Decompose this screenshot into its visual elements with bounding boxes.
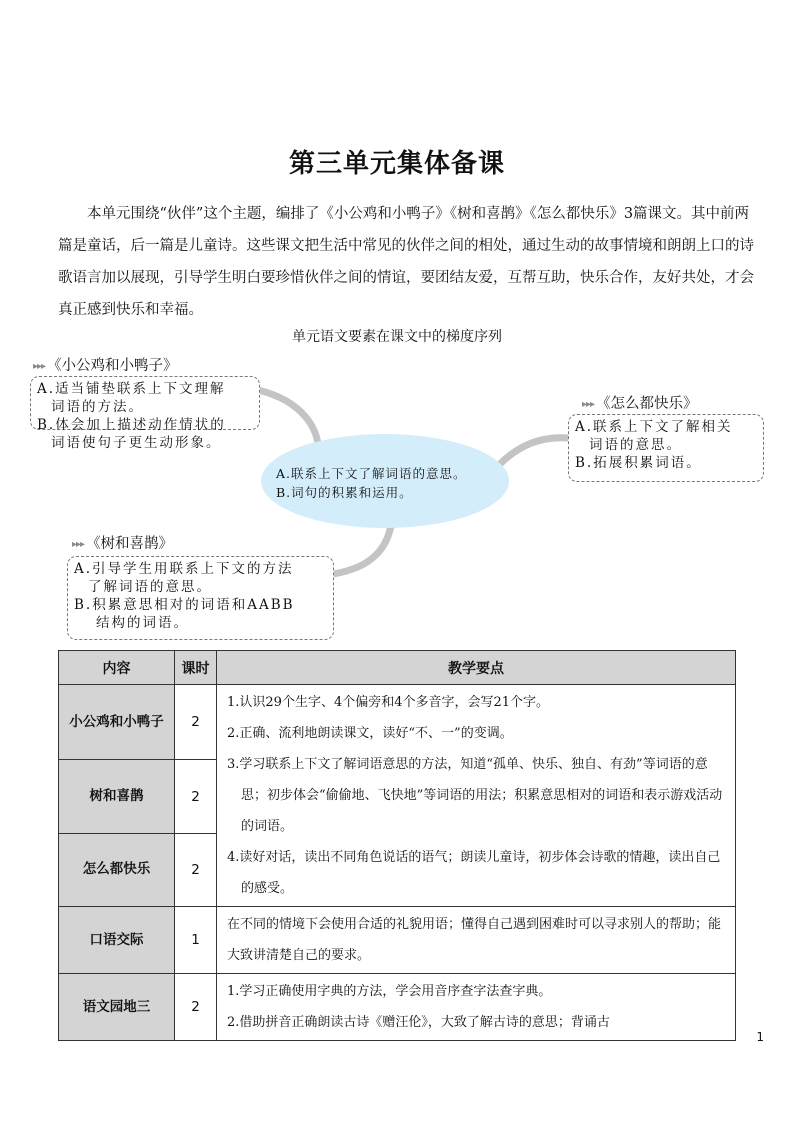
page-number: 1 [756, 1030, 764, 1044]
header-content: 内容 [59, 651, 175, 685]
branch-line: A.适当铺垫联系上下文理解 [37, 381, 226, 397]
lesson-name: 树和喜鹊 [59, 760, 175, 833]
lesson-name: 怎么都快乐 [59, 833, 175, 906]
teaching-point: 4.读好对话，读出不同角色说话的语气；朗读儿童诗，初步体会诗歌的情趣，读出自己的感受。 [227, 850, 721, 896]
triple-arrow-icon: ▸▸▸ [33, 361, 46, 372]
table-header-row [59, 651, 736, 685]
center-line: B.词句的积累和运用。 [276, 485, 413, 500]
branch-line: B.积累意思相对的词语和AABB [74, 597, 295, 613]
branch-line: 词语的意思。 [589, 437, 682, 453]
branch-line: A.联系上下文了解相关 [575, 419, 733, 435]
branch-line: B.拓展积累词语。 [575, 455, 702, 471]
teaching-points-cell [217, 974, 736, 1041]
branch-box-shuhexique [67, 556, 334, 640]
teaching-points-cell [217, 907, 736, 974]
page-title: 第三单元集体备课 [288, 149, 505, 179]
branch-line: 词语的方法。 [51, 399, 144, 415]
lesson-name: 小公鸡和小鸭子 [59, 685, 175, 760]
mindmap-center [276, 464, 467, 502]
triple-arrow-icon: ▸▸▸ [582, 399, 595, 410]
header-points: 教学要点 [217, 651, 736, 685]
center-line: A.联系上下文了解词语的意思。 [276, 466, 467, 481]
connector-left-bottom [333, 520, 392, 574]
header-hours: 课时 [175, 651, 217, 685]
branch-line: 词语使句子更生动形象。 [51, 435, 222, 451]
lesson-name: 口语交际 [59, 907, 175, 974]
table-row [59, 685, 736, 760]
lesson-hours: 2 [175, 974, 217, 1041]
lesson-name: 语文园地三 [59, 974, 175, 1041]
mindmap-title: 单元语文要素在课文中的梯度序列 [292, 329, 502, 345]
branch-line: A.引导学生用联系上下文的方法 [74, 561, 294, 577]
teaching-point: 1.学习正确使用字典的方法，学会用音序查字法查字典。 [227, 984, 552, 999]
intro-paragraph: 本单元围绕“伙伴”这个主题，编排了《小公鸡和小鸭子》《树和喜鹊》《怎么都快乐》3篇课文。其中前两篇是童话，后一篇是儿童诗。这些课文把生活中常见的伙伴之间的相处，通过生动的故事情境和朗朗上口的诗歌语言加以展现，引导学生明白要珍惜伙伴之间的情谊，要团结友爱，互帮互助，快乐合作，友好共处，才会真正感到快乐和幸福。 [58, 206, 754, 318]
lesson-plan-table [58, 650, 736, 1041]
branch-title-zenmedoukuaile: ▸▸▸ 《怎么都快乐》 [582, 396, 698, 412]
table-row [59, 974, 736, 1041]
teaching-point: 2.正确、流利地朗读课文，读好“不、一”的变调。 [227, 726, 513, 741]
branch-box-zenmedoukuaile [568, 414, 764, 482]
lesson-hours: 2 [175, 833, 217, 906]
table-row [59, 907, 736, 974]
branch-line: 结构的词语。 [96, 615, 189, 631]
lesson-hours: 2 [175, 760, 217, 833]
teaching-point: 2.借助拼音正确朗读古诗《赠汪伦》，大致了解古诗的意思；背诵古 [227, 1015, 610, 1030]
branch-box-xiaogongji [30, 376, 260, 451]
branch-line: B.体会加上描述动作情状的 [37, 417, 226, 433]
teaching-points-cell [217, 685, 736, 907]
branch-line: 了解词语的意思。 [88, 579, 212, 595]
connector-right [500, 438, 568, 464]
teaching-point: 3.学习联系上下文了解词语意思的方法，知道“孤单、快乐、独自、有劲”等词语的意思；初步体会“偷偷地、飞快地”等词语的用法；积累意思相对的词语和表示游戏活动的词语。 [227, 757, 723, 834]
lesson-hours: 1 [175, 907, 217, 974]
triple-arrow-icon: ▸▸▸ [72, 539, 85, 550]
lesson-hours: 2 [175, 685, 217, 760]
teaching-point: 在不同的情境下会使用合适的礼貌用语；懂得自己遇到困难时可以寻求别人的帮助；能大致讲清楚自己的要求。 [227, 917, 722, 963]
branch-title-shuhexique: ▸▸▸ 《树和喜鹊》 [72, 536, 174, 552]
teaching-point: 1.认识29个生字、4个偏旁和4个多音字，会写21个字。 [227, 695, 550, 710]
branch-title-xiaogongji: ▸▸▸ 《小公鸡和小鸭子》 [33, 358, 178, 374]
